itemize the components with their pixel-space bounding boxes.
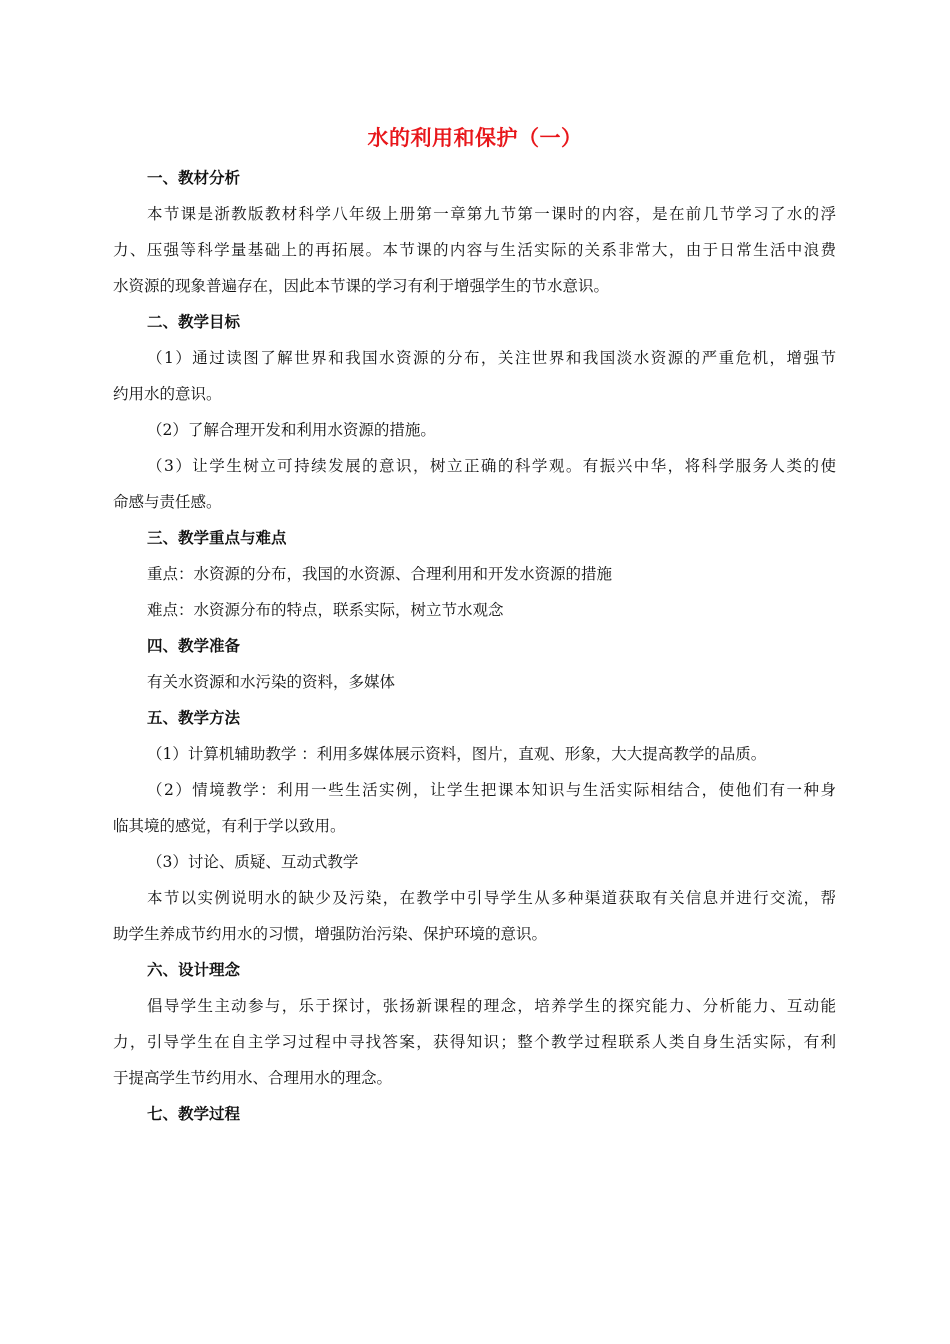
section-heading: 一、教材分析 [147, 169, 241, 187]
body-line: 约用水的意识。 [113, 385, 222, 403]
body-line: （3）讨论、质疑、互动式教学 [147, 853, 359, 871]
body-line: 临其境的感觉，有利于学以致用。 [113, 817, 346, 835]
body-line: 倡导学生主动参与，乐于探讨，张扬新课程的理念，培养学生的探究能力、分析能力、互动能 [147, 997, 836, 1015]
body-line: （1）计算机辅助教学 ：利用多媒体展示资料，图片，直观、形象，大大提高教学的品质。 [147, 745, 767, 763]
section-heading: 二、教学目标 [147, 313, 241, 331]
body-line: （1）通过读图了解世界和我国水资源的分布，关注世界和我国淡水资源的严重危机，增强节 [147, 349, 836, 367]
body-line: 力、压强等科学量基础上的再拓展。本节课的内容与生活实际的关系非常大，由于日常生活中浪费 [113, 241, 836, 259]
section-heading: 六、设计理念 [147, 961, 241, 979]
body-line: 重点：水资源的分布，我国的水资源、合理利用和开发水资源的措施 [147, 565, 613, 583]
document-title: 水的利用和保护（一） [367, 126, 583, 150]
document-body [113, 160, 836, 1132]
body-line: 难点：水资源分布的特点，联系实际，树立节水观念 [147, 601, 504, 619]
body-line: 力，引导学生在自主学习过程中寻找答案，获得知识；整个教学过程联系人类自身生活实际，有利 [113, 1033, 836, 1051]
section-heading: 三、教学重点与难点 [147, 529, 287, 547]
body-line: （2）了解合理开发和利用水资源的措施。 [147, 421, 436, 439]
body-line: 命感与责任感。 [113, 493, 222, 511]
body-line: 本节课是浙教版教材科学八年级上册第一章第九节第一课时的内容，是在前几节学习了水的浮 [147, 205, 836, 223]
body-line: （2）情境教学：利用一些生活实例，让学生把课本知识与生活实际相结合，使他们有一种身 [147, 781, 836, 799]
section-heading: 四、教学准备 [147, 637, 241, 655]
body-line: 有关水资源和水污染的资料，多媒体 [147, 673, 396, 691]
body-line: 水资源的现象普遍存在，因此本节课的学习有利于增强学生的节水意识。 [113, 277, 610, 295]
section-heading: 五、教学方法 [147, 709, 241, 727]
body-line: 助学生养成节约用水的习惯，增强防治污染、保护环境的意识。 [113, 925, 548, 943]
section-heading: 七、教学过程 [147, 1105, 241, 1123]
body-line: 于提高学生节约用水、合理用水的理念。 [113, 1069, 393, 1087]
body-line: 本节以实例说明水的缺少及污染，在教学中引导学生从多种渠道获取有关信息并进行交流，帮 [147, 889, 836, 907]
body-line: （3）让学生树立可持续发展的意识，树立正确的科学观。有振兴中华，将科学服务人类的使 [147, 457, 836, 475]
